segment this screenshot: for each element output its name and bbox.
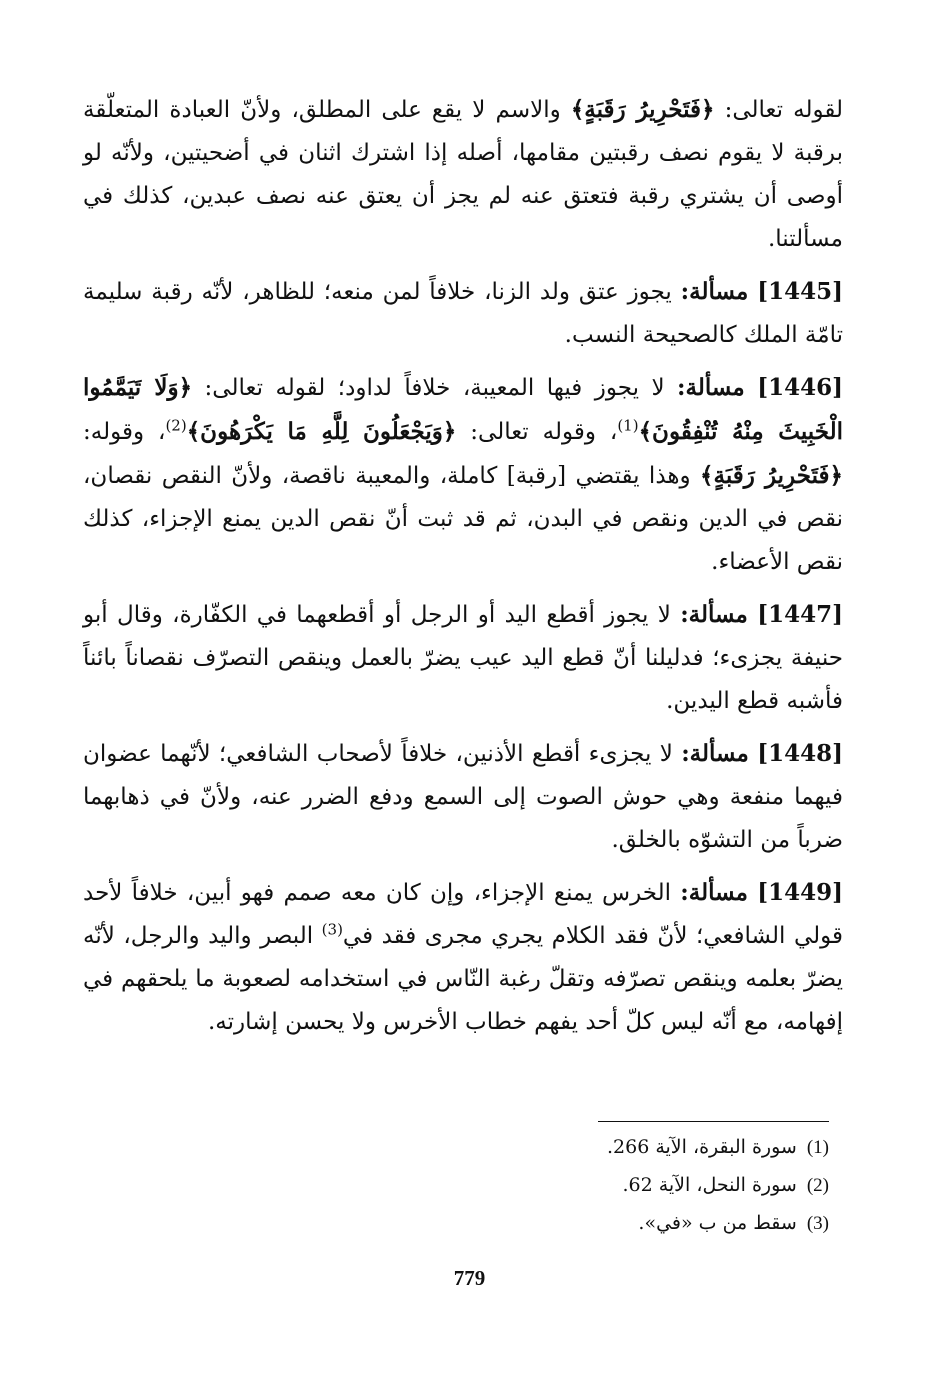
quran-quote: ﴿فَتَحْرِيرُ رَقَبَةٍ﴾ bbox=[570, 96, 715, 123]
footnote-2 bbox=[429, 1166, 829, 1204]
paragraph-text: لا يجوز فيها المعيبة، خلافاً لداود؛ لقوله تعالى: bbox=[192, 375, 678, 401]
paragraph-text: والاسم لا يقع على المطلق، ولأنّ العبادة المتعلّقة برقبة لا يقوم نصف رقبتين مقامها، أصله إذا اشترك اثنان في أضحيتين، ولأنّه لو أوصى أن يشتري رقبة فتعتق عنه لم يجز أن يعتق عنه نصف عبدين، كذلك في مسألتنا. bbox=[83, 97, 843, 252]
footnote-number: (2) bbox=[806, 1175, 829, 1196]
issue-number: [1445] bbox=[757, 278, 843, 305]
footnote-ref: (3) bbox=[321, 920, 343, 939]
quran-quote: ﴿وَيَجْعَلُونَ لِلَّهِ مَا يَكْرَهُونَ﴾ bbox=[186, 418, 457, 445]
paragraph-text: البصر واليد والرجل، لأنّه يضرّ بعلمه وينقص تصرّفه وتقلّ رغبة النّاس في استخدامه لصعوبة ما يلحقهم في إفهامه، مع أنّه ليس كلّ أحد يفهم خطاب الأخرس ولا يحسن إشارته. bbox=[83, 923, 843, 1035]
paragraph-text: لقوله تعالى: bbox=[714, 97, 843, 123]
footnote-1 bbox=[429, 1128, 829, 1166]
paragraph bbox=[83, 88, 843, 261]
paragraph bbox=[83, 593, 843, 723]
page-body bbox=[83, 88, 843, 1053]
paragraph-text: الخرس يمنع الإجزاء، وإن كان معه صمم فهو أبين، خلافاً لأحد قولي الشافعي؛ لأنّ فقد الكلام يجري مجرى فقد في bbox=[83, 880, 844, 949]
footnote-text: سورة النحل، الآية 62. bbox=[622, 1174, 797, 1196]
issue-label: مسألة: bbox=[681, 740, 749, 767]
footnote-separator bbox=[598, 1121, 829, 1122]
paragraph-text bbox=[748, 602, 757, 628]
footnote-text: سورة البقرة، الآية 266. bbox=[606, 1136, 797, 1158]
issue-label: مسألة: bbox=[680, 278, 749, 305]
footnote-ref: (2) bbox=[165, 416, 187, 435]
paragraph-text: يجوز عتق ولد الزنا، خلافاً لمن منعه؛ للظاهر، لأنّه رقبة سليمة تامّة الملك كالصحيحة النسب. bbox=[83, 279, 843, 348]
footnote-text: سقط من ب «في». bbox=[638, 1212, 797, 1234]
quran-quote: ﴿وَلَا تَيَمَّمُوا الْخَبِيثَ مِنْهُ تُنْفِقُونَ﴾ bbox=[83, 374, 843, 445]
paragraph-text: لا يجوز أقطع اليد أو الرجل أو أقطعهما في الكفّارة، وقال أبو حنيفة يجزىء؛ فدليلنا أنّ قطع اليد عيب يضرّ بالعمل وينقص التصرّف نقصاناً بائناً فأشبه قطع اليدين. bbox=[83, 602, 843, 714]
footnote-number: (3) bbox=[806, 1213, 829, 1234]
issue-label: مسألة: bbox=[677, 374, 745, 401]
issue-number: [1448] bbox=[757, 740, 843, 767]
paragraph-text: وهذا يقتضي [رقبة] كاملة، والمعيبة ناقصة، ولأنّ النقص نقصان، نقص في الدين ونقص في البدن، ثم قد ثبت أنّ نقص الدين يمنع الإجزاء، كذلك نقص الأعضاء. bbox=[83, 463, 843, 575]
paragraph-text bbox=[748, 279, 757, 305]
paragraph bbox=[83, 366, 843, 584]
issue-number: [1449] bbox=[757, 879, 843, 906]
issue-label: مسألة: bbox=[680, 601, 748, 628]
paragraph-text bbox=[745, 375, 757, 401]
paragraph-text: لا يجزىء أقطع الأذنين، خلافاً لأصحاب الشافعي؛ لأنّهما عضوان فيهما منفعة وهي حوش الصوت إلى السمع ودفع الضرر عنه، ولأنّ في ذهابهما ضرباً من التشوّه بالخلق. bbox=[83, 741, 843, 853]
paragraph bbox=[83, 871, 843, 1044]
paragraph-text: ، وقوله تعالى: bbox=[456, 419, 618, 445]
quran-quote: ﴿فَتَحْرِيرُ رَقَبَةٍ﴾ bbox=[700, 462, 843, 489]
footnote-number: (1) bbox=[806, 1137, 829, 1158]
footnotes bbox=[429, 1128, 829, 1242]
paragraph-text: ، وقوله: bbox=[83, 419, 166, 445]
paragraph bbox=[83, 270, 843, 357]
footnote-3 bbox=[429, 1204, 829, 1242]
paragraph-text bbox=[749, 741, 757, 767]
issue-label: مسألة: bbox=[680, 879, 748, 906]
footnote-ref: (1) bbox=[617, 416, 639, 435]
issue-number: [1447] bbox=[757, 601, 844, 628]
paragraph bbox=[83, 732, 843, 862]
paragraph-text bbox=[748, 880, 757, 906]
page-number: 779 bbox=[453, 1266, 486, 1290]
issue-number: [1446] bbox=[757, 374, 843, 401]
